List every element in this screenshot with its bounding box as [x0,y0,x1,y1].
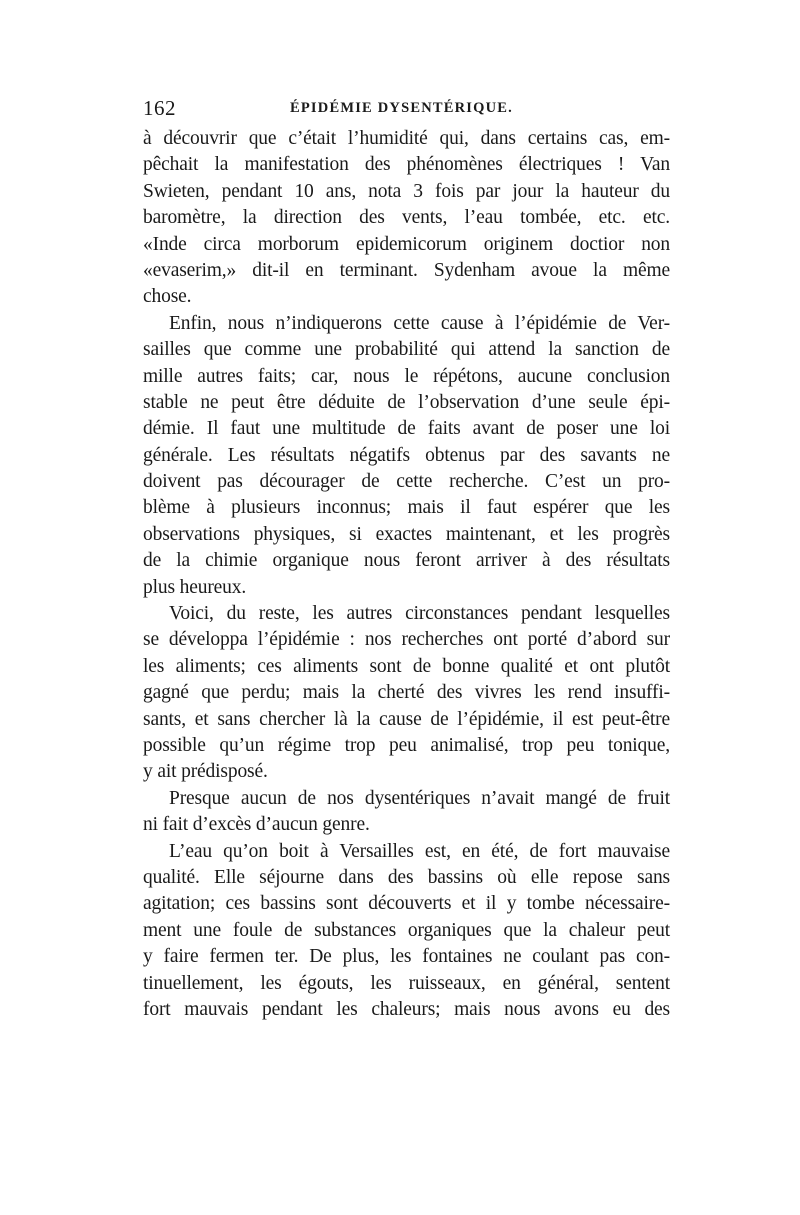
text-line: générale. Les résultats négatifs obtenus par des savants ne [143,444,670,466]
text-line: ment une foule de substances organiques que la chaleur peut [143,919,670,941]
text-line: possible qu’un régime trop peu animalisé, trop peu tonique, [143,734,670,756]
text-line: démie. Il faut une multitude de faits avant de poser une loi [143,418,670,440]
text-line: ni fait d’excès d’aucun genre. [143,814,370,836]
text-line: plus heureux. [143,576,247,598]
text-line: tinuellement, les égouts, les ruisseaux, en général, sentent [143,972,670,994]
running-head [143,96,670,124]
text-line: doivent pas décourager de cette recherche. C’est un pro- [143,471,670,493]
text-line: qualité. Elle séjourne dans des bassins où elle repose sans [143,866,670,888]
text-line: y faire fermen ter. De plus, les fontaines ne coulant pas con- [143,946,670,968]
text-line: Voici, du reste, les autres circonstances pendant lesquelles [169,603,670,625]
text-line: Swieten, pendant 10 ans, nota 3 fois par jour la hauteur du [143,180,670,202]
text-line: observations physiques, si exactes maintenant, et les progrès [143,523,670,545]
text-line: «Inde circa morborum epidemicorum originem doctior non [143,233,670,255]
text-line: de la chimie organique nous feront arriver à des résultats [143,550,670,572]
text-line: y ait prédisposé. [143,761,268,783]
text-line: agitation; ces bassins sont découverts et il y tombe nécessaire- [143,893,670,915]
text-line: L’eau qu’on boit à Versailles est, en été, de fort mauvaise [169,840,670,862]
text-line: fort mauvais pendant les chaleurs; mais nous avons eu des [143,998,670,1020]
body-text [143,126,670,1023]
running-title: ÉPIDÉMIE DYSENTÉRIQUE. [290,100,513,116]
text-line: mille autres faits; car, nous le répétons, aucune conclusion [143,365,670,387]
text-line: «evaserim,» dit-il en terminant. Sydenham avoue la même [143,259,670,281]
text-line: sants, et sans chercher là la cause de l’épidémie, il est peut-être [143,708,670,730]
text-line: se développa l’épidémie : nos recherches ont porté d’abord sur [143,629,670,651]
text-line: à découvrir que c’était l’humidité qui, dans certains cas, em- [143,128,670,149]
text-line: gagné que perdu; mais la cherté des vivres les rend insuffi- [143,682,670,704]
text-line: Enfin, nous n’indiquerons cette cause à l’épidémie de Ver- [169,312,670,334]
text-line: sailles que comme une probabilité qui attend la sanction de [143,339,670,361]
text-line: pêchait la manifestation des phénomènes électriques ! Van [143,154,670,176]
text-line: baromètre, la direction des vents, l’eau tombée, etc. etc. [143,207,670,229]
text-line: les aliments; ces aliments sont de bonne qualité et ont plutôt [143,655,670,677]
text-line: chose. [143,286,192,308]
page-number: 162 [143,96,176,120]
text-line: blème à plusieurs inconnus; mais il faut espérer que les [143,497,670,519]
text-line: Presque aucun de nos dysentériques n’avait mangé de fruit [169,787,670,809]
text-line: stable ne peut être déduite de l’observation d’une seule épi- [143,391,670,413]
